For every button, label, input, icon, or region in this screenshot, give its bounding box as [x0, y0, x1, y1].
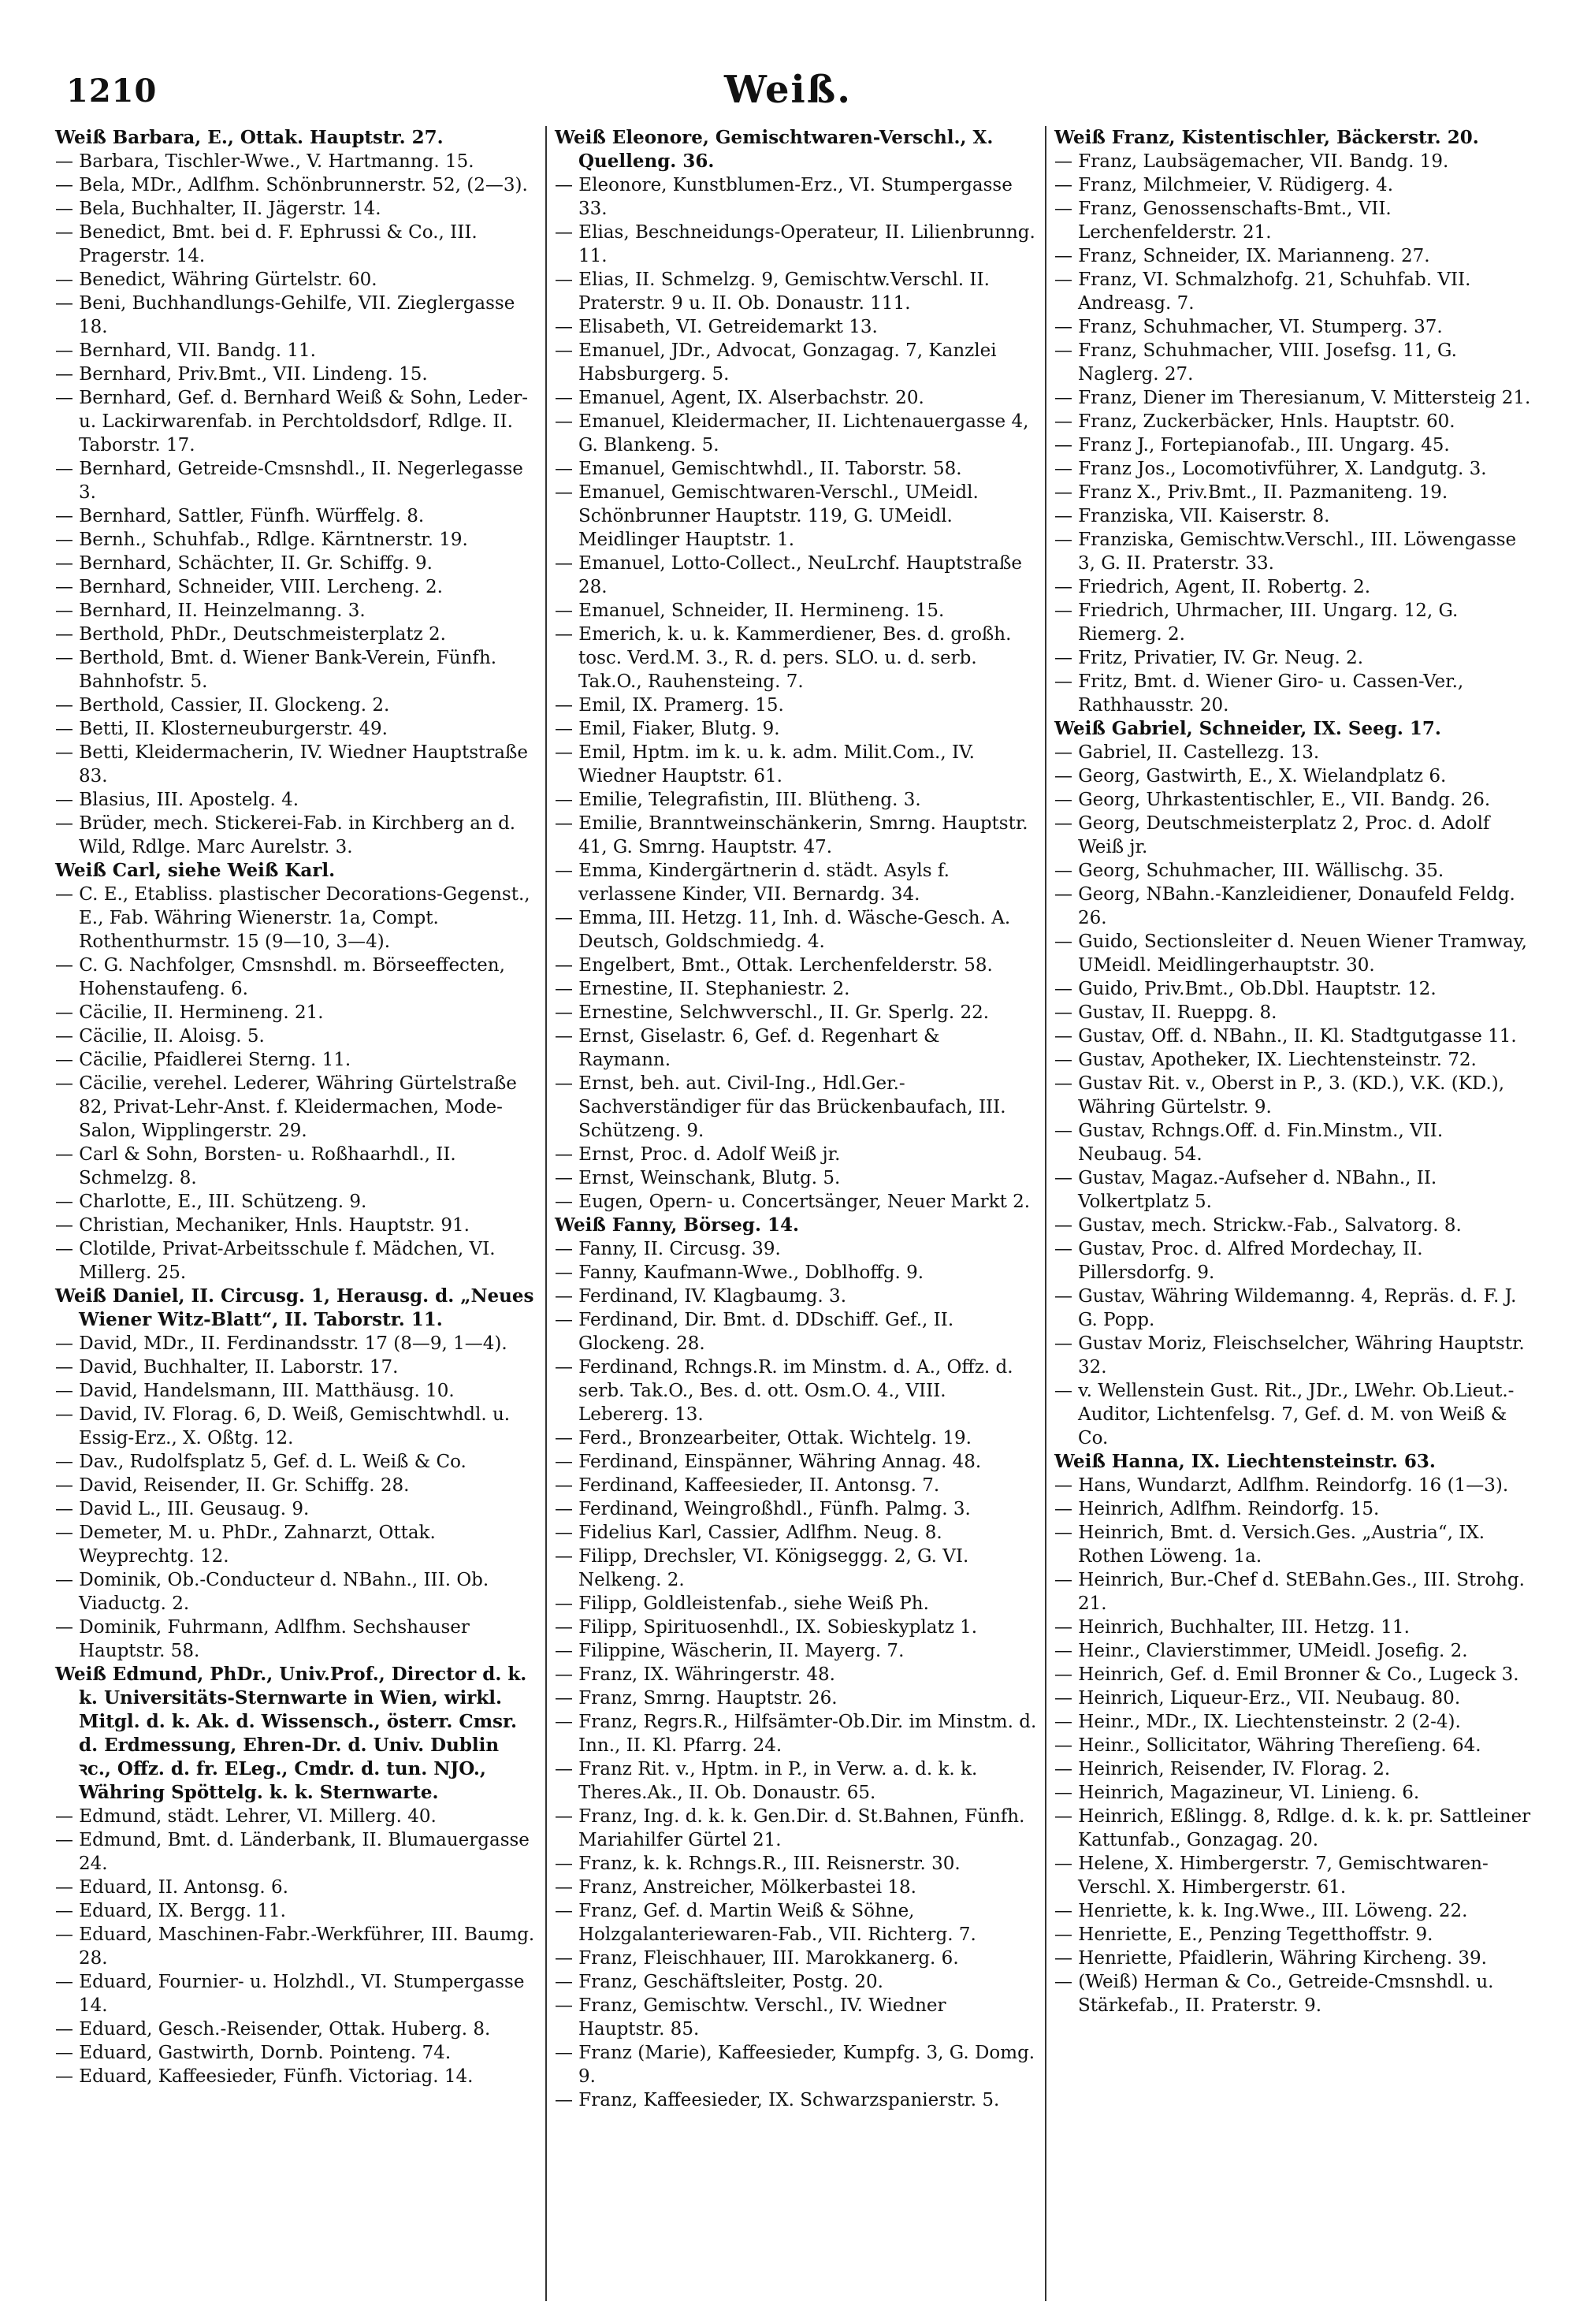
directory-entry: — Heinr., Sollicitator, Währing Thereſieng. 64. [1054, 1735, 1481, 1756]
directory-entry: — David L., III. Geusaug. 9. [55, 1499, 310, 1519]
directory-entry: — Ferdinand, IV. Klagbaumg. 3. [555, 1286, 846, 1307]
directory-entry: — Henriette, Pfaidlerin, Währing Kircheng. 39. [1054, 1948, 1487, 1969]
directory-entry: Weiß Eleonore, Gemischtwaren-Verschl., X. Quelleng. 36. [555, 127, 994, 172]
directory-entry: — Benedict, Bmt. bei d. F. Ephrussi & Co., III. Pragerstr. 14. [55, 222, 478, 266]
directory-entry: — Heinrich, Bur.-Chef d. StEBahn.Ges., III. Strohg. 21. [1054, 1570, 1525, 1614]
directory-entry: — Ferdinand, Rchngs.R. im Minstm. d. A., Offz. d. serb. Tak.O., Bes. d. ott. Osm.O. 4., VIII. Lebererg. 13. [555, 1357, 1013, 1425]
directory-entry: — Friedrich, Uhrmacher, III. Ungarg. 12, G. Riemerg. 2. [1054, 601, 1459, 645]
directory-entry: — Eduard, Gesch.-Reisender, Ottak. Huberg. 8. [55, 2019, 491, 2040]
directory-entry: — Filipp, Drechsler, VI. Königseggg. 2, G. VI. Nelkeng. 2. [555, 1546, 969, 1590]
directory-entry: — Gustav, II. Rueppg. 8. [1054, 1002, 1277, 1023]
directory-entry: — Dav., Rudolfsplatz 5, Gef. d. L. Weiß & Co. [55, 1452, 466, 1472]
directory-entry: — Franz, VI. Schmalzhofg. 21, Schuhfab. VII. Andreasg. 7. [1054, 270, 1471, 314]
directory-entry: — Gustav, Apotheker, IX. Liechtensteinstr. 72. [1054, 1050, 1477, 1070]
directory-entry: — Franz, Zuckerbäcker, Hnls. Hauptstr. 60. [1054, 411, 1455, 432]
directory-entry: — Heinrich, Reisender, IV. Florag. 2. [1054, 1759, 1391, 1779]
directory-entry: — Gustav, Magaz.-Aufseher d. NBahn., II. Volkertplatz 5. [1054, 1168, 1437, 1212]
directory-entry: — Elias, Beschneidungs-Operateur, II. Lilienbrunng. 11. [555, 222, 1035, 266]
directory-entry: — Georg, NBahn.-Kanzleidiener, Donaufeld Feldg. 26. [1054, 884, 1515, 928]
directory-entry: — Bernh., Schuhfab., Rdlge. Kärntnerstr. 19. [55, 530, 468, 550]
directory-entry: — Heinrich, Magazineur, VI. Linieng. 6. [1054, 1783, 1420, 1803]
directory-entry: — Ernestine, II. Stephaniestr. 2. [555, 979, 850, 999]
directory-entry: — Christian, Mechaniker, Hnls. Hauptstr. 91. [55, 1215, 470, 1236]
directory-entry: — Ferdinand, Kaffeesieder, II. Antonsg. 7. [555, 1475, 940, 1496]
directory-entry: — Berthold, Bmt. d. Wiener Bank-Verein, Fünfh. Bahnhofstr. 5. [55, 648, 497, 692]
directory-entry: — Bela, MDr., Adlfhm. Schönbrunnerstr. 52, (2—3). [55, 175, 528, 195]
directory-entry: — Emil, Hptm. im k. u. k. adm. Milit.Com., IV. Wiedner Hauptstr. 61. [555, 742, 975, 786]
directory-entry: — Bernhard, Getreide-Cmsnshdl., II. Negerlegasse 3. [55, 459, 523, 503]
directory-entry: — David, IV. Florag. 6, D. Weiß, Gemischtwhdl. u. Essig-Erz., X. Oßtg. 12. [55, 1404, 511, 1448]
directory-entry: — Fanny, II. Circusg. 39. [555, 1239, 781, 1259]
directory-entry: — Ernst, Weinschank, Blutg. 5. [555, 1168, 841, 1188]
running-head: Weiß. [724, 68, 852, 112]
directory-entry: — Blasius, III. Apostelg. 4. [55, 790, 299, 810]
directory-entry: — Emil, IX. Pramerg. 15. [555, 695, 784, 716]
directory-entry: — Franz, Smrng. Hauptstr. 26. [555, 1688, 838, 1709]
directory-entry: — v. Wellenstein Gust. Rit., JDr., LWehr. Ob.Lieut.-Auditor, Lichtenfelsg. 7, Gef. d. M. von Weiß & Co. [1054, 1381, 1515, 1448]
directory-entry: — Demeter, M. u. PhDr., Zahnarzt, Ottak. Weyprechtg. 12. [55, 1523, 436, 1567]
directory-entry: — Beni, Buchhandlungs-Gehilfe, VII. Zieglergasse 18. [55, 293, 515, 337]
page-number: 1210 [66, 73, 158, 110]
directory-entry: — Emil, Fiaker, Blutg. 9. [555, 719, 780, 739]
directory-entry: — Gustav, Proc. d. Alfred Mordechay, II. Pillersdorfg. 9. [1054, 1239, 1423, 1283]
directory-entry: — Emanuel, Schneider, II. Hermineng. 15. [555, 601, 945, 621]
directory-entry: — Betti, Kleidermacherin, IV. Wiedner Hauptstraße 83. [55, 742, 528, 786]
directory-entry: Weiß Daniel, II. Circusg. 1, Herausg. d. „Neues Wiener Witz-Blatt“, II. Taborstr. 11. [55, 1285, 534, 1330]
directory-entry: — Emanuel, Gemischtwhdl., II. Taborstr. 58. [555, 459, 962, 479]
directory-entry: — Guido, Priv.Bmt., Ob.Dbl. Hauptstr. 12. [1054, 979, 1437, 999]
directory-entry: — Bernhard, Schneider, VIII. Lercheng. 2. [55, 577, 443, 597]
directory-entry: — Henriette, E., Penzing Tegetthoffstr. 9. [1054, 1924, 1433, 1945]
directory-entry: — David, Reisender, II. Gr. Schiffg. 28. [55, 1475, 410, 1496]
directory-entry: — Gabriel, II. Castellezg. 13. [1054, 742, 1320, 763]
directory-entry: — Fritz, Privatier, IV. Gr. Neug. 2. [1054, 648, 1364, 668]
directory-entry: — Emanuel, Gemischtwaren-Verschl., UMeidl. Schönbrunner Hauptstr. 119, G. UMeidl. Meidlinger Hauptstr. 1. [555, 482, 979, 550]
directory-entry: — Franz, Regrs.R., Hilfsämter-Ob.Dir. im Minstm. d. Inn., II. Kl. Pfarrg. 24. [555, 1712, 1037, 1756]
directory-entry: — Heinrich, Bmt. d. Versich.Ges. „Austria“, IX. Rothen Löweng. 1a. [1054, 1523, 1485, 1567]
directory-entry: — Georg, Schuhmacher, III. Wällischg. 35. [1054, 861, 1444, 881]
directory-entry: — Bernhard, Gef. d. Bernhard Weiß & Sohn, Leder- u. Lackirwarenfab. in Perchtoldsdorf, Rdlge. II. Taborstr. 17. [55, 388, 529, 456]
directory-entry: — Franziska, VII. Kaiserstr. 8. [1054, 506, 1330, 526]
directory-entry: — Fritz, Bmt. d. Wiener Giro- u. Cassen-Ver., Rathhausstr. 20. [1054, 671, 1464, 716]
directory-entry: — Georg, Deutschmeisterplatz 2, Proc. d. Adolf Weiß jr. [1054, 813, 1490, 857]
directory-entry: — Cäcilie, Pfaidlerei Sterng. 11. [55, 1050, 351, 1070]
directory-entry: — Emanuel, JDr., Advocat, Gonzagag. 7, Kanzlei Habsburgerg. 5. [555, 340, 997, 385]
directory-entry: — Franz, k. k. Rchngs.R., III. Reisnerstr. 30. [555, 1854, 961, 1874]
directory-entry: — Georg, Gastwirth, E., X. Wielandplatz 6. [1054, 766, 1447, 786]
directory-entry: — Emma, III. Hetzg. 11, Inh. d. Wäsche-Gesch. A. Deutsch, Goldschmiedg. 4. [555, 908, 1011, 952]
directory-entry: — Emanuel, Lotto-Collect., NeuLrchf. Hauptstraße 28. [555, 553, 1022, 597]
directory-entry: — Eduard, IX. Bergg. 11. [55, 1901, 286, 1921]
directory-entry: — Franz, Fleischhauer, III. Marokkanerg. 6. [555, 1948, 959, 1969]
directory-entry: — Betti, II. Klosterneuburgerstr. 49. [55, 719, 388, 739]
directory-entry: — Franz Rit. v., Hptm. in P., in Verw. a. d. k. k. Theres.Ak., II. Ob. Donaustr. 65. [555, 1759, 978, 1803]
directory-entry: — Franz, Gef. d. Martin Weiß & Söhne, Holzgalanteriewaren-Fab., VII. Richterg. 7. [555, 1901, 976, 1945]
directory-entry: — Fanny, Kaufmann-Wwe., Doblhoffg. 9. [555, 1262, 924, 1283]
directory-entry: — Henriette, k. k. Ing.Wwe., III. Löweng. 22. [1054, 1901, 1468, 1921]
directory-entry: — Helene, X. Himbergerstr. 7, Gemischtwaren-Verschl. X. Himbergerstr. 61. [1054, 1854, 1489, 1898]
directory-entry: — Franz J., Fortepianofab., III. Ungarg. 45. [1054, 435, 1450, 456]
directory-entry: — Bernhard, Schächter, II. Gr. Schiffg. 9. [55, 553, 433, 574]
directory-entry: Weiß Barbara, E., Ottak. Hauptstr. 27. [55, 127, 444, 148]
directory-entry: — Emma, Kindergärtnerin d. städt. Asyls f. verlassene Kinder, VII. Bernardg. 34. [555, 861, 950, 905]
directory-entry: — Franz, Diener im Theresianum, V. Mittersteig 21. [1054, 388, 1531, 408]
directory-entry: — Gustav, mech. Strickw.-Fab., Salvatorg. 8. [1054, 1215, 1462, 1236]
directory-entry: Weiß Carl, siehe Weiß Karl. [55, 860, 336, 881]
directory-entry: — (Weiß) Herman & Co., Getreide-Cmsnshdl. u. Stärkefab., II. Praterstr. 9. [1054, 1972, 1494, 2016]
directory-entry: — Ferdinand, Dir. Bmt. d. DDschiff. Gef., II. Glockeng. 28. [555, 1310, 954, 1354]
directory-entry: — Heinrich, Liqueur-Erz., VII. Neubaug. 80. [1054, 1688, 1461, 1709]
directory-entry: — Edmund, Bmt. d. Länderbank, II. Blumauergasse 24. [55, 1830, 530, 1874]
directory-entry: — Gustav Rit. v., Oberst in P., 3. (KD.), V.K. (KD.), Währing Gürtelstr. 9. [1054, 1073, 1505, 1117]
directory-entry: Weiß Edmund, PhDr., Univ.Prof., Director d. k. k. Universitäts-Sternwarte in Wien, wirkl. Mitgl. d. k. Ak. d. Wissensch., österr. Cmsr. d. Erdmessung, Ehren-Dr. d. Univ. Dublin ꝛc., Offz. d. fr. ELeg., Cmdr. d. tun. NJO., Währing Spöttelg. k. k. Sternwarte. [55, 1664, 527, 1803]
directory-entry: — Filipp, Spirituosenhdl., IX. Sobieskyplatz 1. [555, 1617, 978, 1638]
directory-entry: — Eduard, Kaffeesieder, Fünfh. Victoriag. 14. [55, 2066, 474, 2087]
directory-entry: — Clotilde, Privat-Arbeitsschule f. Mädchen, VI. Millerg. 25. [55, 1239, 496, 1283]
directory-entry: — Bernhard, Priv.Bmt., VII. Lindeng. 15. [55, 364, 428, 385]
directory-entry: — David, MDr., II. Ferdinandsstr. 17 (8—9, 1—4). [55, 1333, 507, 1354]
directory-entry: — Franz X., Priv.Bmt., II. Pazmaniteng. 19. [1054, 482, 1448, 503]
directory-entry: — Ernst, Giselastr. 6, Gef. d. Regenhart & Raymann. [555, 1026, 940, 1070]
directory-entry: — Edmund, städt. Lehrer, VI. Millerg. 40. [55, 1806, 437, 1827]
directory-entry: — Elisabeth, VI. Getreidemarkt 13. [555, 317, 878, 337]
directory-entry: — Heinrich, Gef. d. Emil Bronner & Co., Lugeck 3. [1054, 1664, 1519, 1685]
directory-entry: — Cäcilie, verehel. Lederer, Währing Gürtelstraße 82, Privat-Lehr-Anst. f. Kleidermachen, Mode-Salon, Wipplingerstr. 29. [55, 1073, 517, 1141]
directory-entry: — Brüder, mech. Stickerei-Fab. in Kirchberg an d. Wild, Rdlge. Marc Aurelstr. 3. [55, 813, 516, 857]
directory-entry: — Franz, Laubsägemacher, VII. Bandg. 19. [1054, 151, 1449, 172]
directory-entry: — Franz, Genossenschafts-Bmt., VII. Lerchenfelderstr. 21. [1054, 199, 1392, 243]
directory-entry: — Heinr., Clavierstimmer, UMeidl. Josefig. 2. [1054, 1641, 1468, 1661]
directory-entry: — Gustav, Währing Wildemanng. 4, Repräs. d. F. J. G. Popp. [1054, 1286, 1517, 1330]
directory-entry: — Gustav Moriz, Fleischselcher, Währing Hauptstr. 32. [1054, 1333, 1525, 1378]
directory-entry: — Ernestine, Selchwverschl., II. Gr. Sperlg. 22. [555, 1002, 990, 1023]
directory-entry: — Emanuel, Kleidermacher, II. Lichtenauergasse 4, G. Blankeng. 5. [555, 411, 1029, 456]
directory-entry: — Guido, Sectionsleiter d. Neuen Wiener Tramway, UMeidl. Meidlingerhauptstr. 30. [1054, 931, 1527, 976]
directory-entry: — Franz, Gemischtw. Verschl., IV. Wiedner Hauptstr. 85. [555, 1995, 946, 2040]
directory-entry: — Heinrich, Eßlingg. 8, Rdlge. d. k. k. pr. Sattleiner Kattunfab., Gonzagag. 20. [1054, 1806, 1531, 1850]
directory-entry: — Franz, Schuhmacher, VIII. Josefsg. 11, G. Naglerg. 27. [1054, 340, 1457, 385]
directory-entry: — Eugen, Opern- u. Concertsänger, Neuer Markt 2. [555, 1192, 1031, 1212]
directory-entry: — Engelbert, Bmt., Ottak. Lerchenfelderstr. 58. [555, 955, 993, 976]
directory-entry: — Filippine, Wäscherin, II. Mayerg. 7. [555, 1641, 905, 1661]
directory-entry: — Ernst, beh. aut. Civil-Ing., Hdl.Ger.-Sachverständiger für das Brückenbaufach, III. Schützeng. 9. [555, 1073, 1006, 1141]
directory-entry: — Berthold, PhDr., Deutschmeisterplatz 2. [55, 624, 446, 645]
directory-entry: — Bernhard, II. Heinzelmanng. 3. [55, 601, 366, 621]
directory-entry: — Elias, II. Schmelzg. 9, Gemischtw.Verschl. II. Praterstr. 9 u. II. Ob. Donaustr. 111. [555, 270, 990, 314]
directory-entry: — Hans, Wundarzt, Adlfhm. Reindorfg. 16 (1—3). [1054, 1475, 1509, 1496]
directory-entry: — Eduard, Gastwirth, Dornb. Pointeng. 74. [55, 2043, 452, 2063]
directory-entry: — C. G. Nachfolger, Cmsnshdl. m. Börseeffecten, Hohenstaufeng. 6. [55, 955, 505, 999]
directory-entry: — Gustav, Rchngs.Off. d. Fin.Minstm., VII. Neubaug. 54. [1054, 1121, 1444, 1165]
directory-entry: — Franz, Geschäftsleiter, Postg. 20. [555, 1972, 883, 1992]
directory-entry: — Franz, Ing. d. k. k. Gen.Dir. d. St.Bahnen, Fünfh. Mariahilfer Gürtel 21. [555, 1806, 1025, 1850]
directory-entry: — Ferdinand, Weingroßhdl., Fünfh. Palmg. 3. [555, 1499, 971, 1519]
directory-entry: — Charlotte, E., III. Schützeng. 9. [55, 1192, 367, 1212]
directory-entry: — David, Handelsmann, III. Matthäusg. 10. [55, 1381, 455, 1401]
directory-entry: — Heinrich, Buchhalter, III. Hetzg. 11. [1054, 1617, 1410, 1638]
column-2 [545, 126, 1045, 2301]
directory-entry: — Franz, Anstreicher, Mölkerbastei 18. [555, 1877, 916, 1898]
directory-entry: Weiß Hanna, IX. Liechtensteinstr. 63. [1054, 1451, 1436, 1472]
directory-entry: Weiß Franz, Kistentischler, Bäckerstr. 20. [1054, 127, 1479, 148]
directory-entry: — Emanuel, Agent, IX. Alserbachstr. 20. [555, 388, 924, 408]
directory-entry: — Eduard, Maschinen-Fabr.-Werkführer, III. Baumg. 28. [55, 1924, 535, 1969]
directory-entry: — Heinr., MDr., IX. Liechtensteinstr. 2 (2-4). [1054, 1712, 1461, 1732]
directory-entry: — Ferd., Bronzearbeiter, Ottak. Wichtelg. 19. [555, 1428, 972, 1448]
directory-entry: Weiß Fanny, Börseg. 14. [555, 1214, 799, 1236]
directory-entry: — Barbara, Tischler-Wwe., V. Hartmanng. 15. [55, 151, 474, 172]
directory-entry: — Bernhard, VII. Bandg. 11. [55, 340, 316, 361]
columns [47, 126, 1544, 2301]
directory-entry: — Franz Jos., Locomotivführer, X. Landgutg. 3. [1054, 459, 1487, 479]
directory-entry: — Benedict, Währing Gürtelstr. 60. [55, 270, 377, 290]
column-3 [1045, 126, 1544, 2301]
directory-entry: — Berthold, Cassier, II. Glockeng. 2. [55, 695, 390, 716]
directory-entry: — Franz, Kaffeesieder, IX. Schwarzspanierstr. 5. [555, 2090, 1000, 2110]
directory-entry: — Fidelius Karl, Cassier, Adlfhm. Neug. 8. [555, 1523, 942, 1543]
directory-entry: — Emerich, k. u. k. Kammerdiener, Bes. d. großh. tosc. Verd.M. 3., R. d. pers. SLO. u. d. serb. Tak.O., Rauhensteing. 7. [555, 624, 1012, 692]
directory-entry: — Eduard, Fournier- u. Holzhdl., VI. Stumpergasse 14. [55, 1972, 525, 2016]
directory-entry: — Eleonore, Kunstblumen-Erz., VI. Stumpergasse 33. [555, 175, 1013, 219]
directory-entry: — Franz (Marie), Kaffeesieder, Kumpfg. 3, G. Domg. 9. [555, 2043, 1035, 2087]
directory-entry: — Heinrich, Adlfhm. Reindorfg. 15. [1054, 1499, 1380, 1519]
directory-entry: — Ernst, Proc. d. Adolf Weiß jr. [555, 1144, 841, 1165]
directory-entry: — Cäcilie, II. Aloisg. 5. [55, 1026, 265, 1047]
directory-entry: — Emilie, Telegrafistin, III. Blütheng. 3. [555, 790, 921, 810]
directory-entry: — Bernhard, Sattler, Fünfh. Würffelg. 8. [55, 506, 425, 526]
directory-entry: — Friedrich, Agent, II. Robertg. 2. [1054, 577, 1371, 597]
directory-entry: — Emilie, Branntweinschänkerin, Smrng. Hauptstr. 41, G. Smrng. Hauptstr. 47. [555, 813, 1028, 857]
directory-entry: — Georg, Uhrkastentischler, E., VII. Bandg. 26. [1054, 790, 1491, 810]
directory-entry: — C. E., Etabliss. plastischer Decorations-Gegenst., E., Fab. Währing Wienerstr. 1a, Compt. Rothenthurmstr. 15 (9—10, 3—4). [55, 884, 530, 952]
directory-entry: — Franz, Schneider, IX. Marianneng. 27. [1054, 246, 1430, 266]
directory-entry: — Eduard, II. Antonsg. 6. [55, 1877, 288, 1898]
directory-entry: — Franz, Schuhmacher, VI. Stumperg. 37. [1054, 317, 1443, 337]
directory-entry: — Franziska, Gemischtw.Verschl., III. Löwengasse 3, G. II. Praterstr. 33. [1054, 530, 1517, 574]
directory-entry: — Filipp, Goldleistenfab., siehe Weiß Ph. [555, 1593, 929, 1614]
directory-entry: — Bela, Buchhalter, II. Jägerstr. 14. [55, 199, 381, 219]
column-1 [47, 126, 545, 2301]
directory-entry: Weiß Gabriel, Schneider, IX. Seeg. 17. [1054, 718, 1441, 739]
directory-entry: — Franz, Milchmeier, V. Rüdigerg. 4. [1054, 175, 1394, 195]
directory-entry: — Dominik, Fuhrmann, Adlfhm. Sechshauser Hauptstr. 58. [55, 1617, 470, 1661]
directory-entry: — Carl & Sohn, Borsten- u. Roßhaarhdl., II. Schmelzg. 8. [55, 1144, 456, 1188]
directory-entry: — Cäcilie, II. Hermineng. 21. [55, 1002, 324, 1023]
directory-entry: — David, Buchhalter, II. Laborstr. 17. [55, 1357, 399, 1378]
directory-entry: — Dominik, Ob.-Conducteur d. NBahn., III. Ob. Viaductg. 2. [55, 1570, 489, 1614]
directory-entry: — Franz, IX. Währingerstr. 48. [555, 1664, 835, 1685]
directory-entry: — Ferdinand, Einspänner, Währing Annag. 48. [555, 1452, 982, 1472]
directory-entry: — Gustav, Off. d. NBahn., II. Kl. Stadtgutgasse 11. [1054, 1026, 1517, 1047]
